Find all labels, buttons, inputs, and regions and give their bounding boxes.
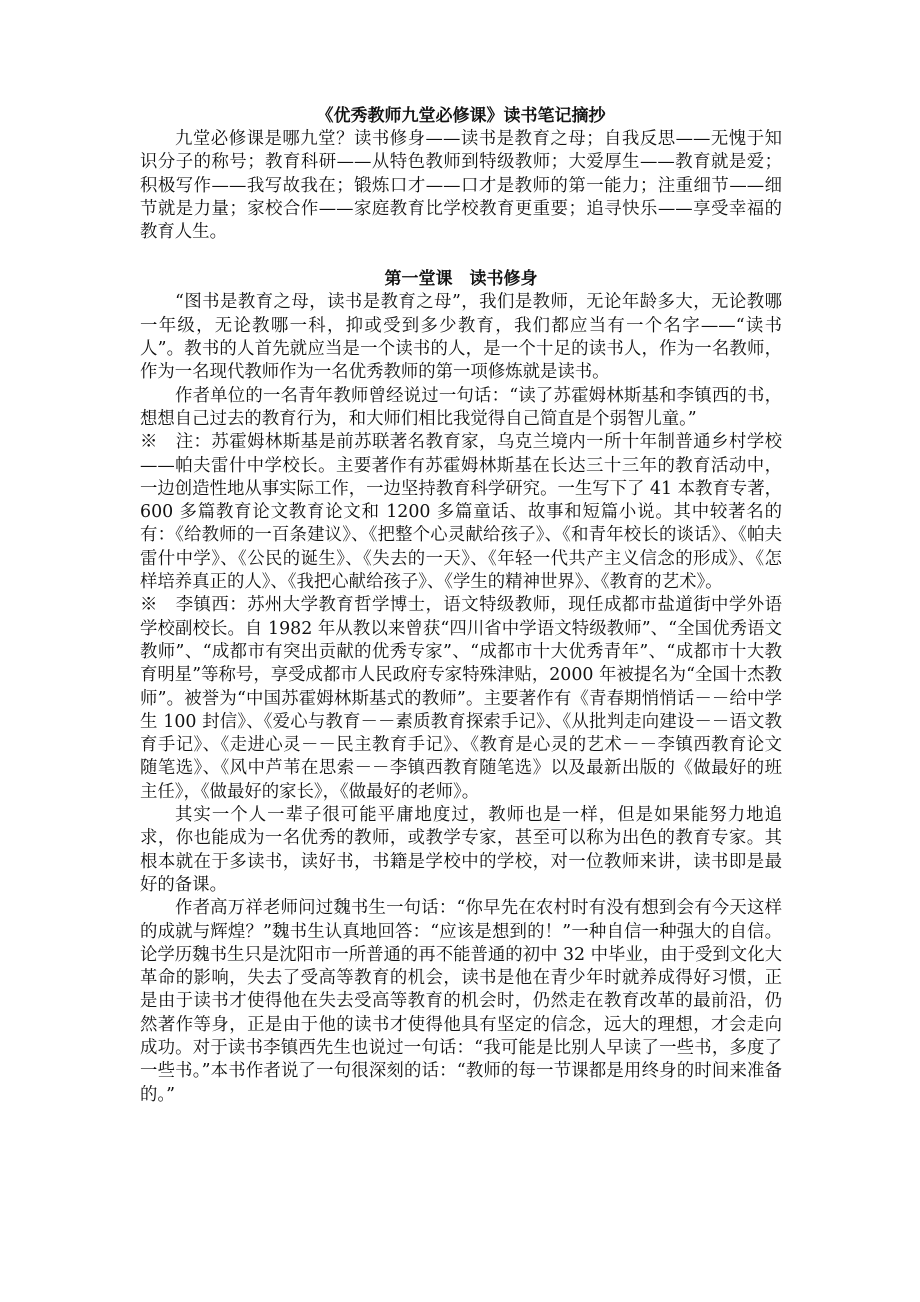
body-paragraph: 作者高万祥老师问过魏书生一句话：“你早先在农村时有没有想到会有今天这样的成就与辉煌？”魏书生认真地回答：“应该是想到的！”一种自信一种强大的自信。论学历魏书生只是沈阳市一所普通的再不能普通的初中 32 中毕业，由于受到文化大革命的影响，失去了受高等教育的机会，读书是他在青少年时就养成得好习惯，正是由于读书才使得他在失去受高等教育的机会时，仍然走在教育改革的最前沿，仍然著作等身，正是由于他的读书才使得他具有坚定的信念，远大的理想，才会走向成功。对于读书李镇西先生也说过一句话：“我可能是比别人早读了一些书，多度了一些书。”本书作者说了一句很深刻的话：“教师的每一节课都是用终身的时间来准备的。”	[140, 898, 782, 1105]
intro-paragraph: 九堂必修课是哪九堂？读书修身——读书是教育之母；自我反思——无愧于知识分子的称号；教育科研——从特色教师到特级教师；大爱厚生——教育就是爱；积极写作——我写故我在；锻炼口才——口才是教师的第一能力；注重细节——细节就是力量；家校合作——家庭教育比学校教育更重要；追寻快乐——享受幸福的教育人生。	[140, 129, 782, 243]
note-sukhomlinsky: ※ 注：苏霍姆林斯基是前苏联著名教育家，乌克兰境内一所十年制普通乡村学校——帕夫雷什中学校长。主要著作有苏霍姆林斯基在长达三十三年的教育活动中，一边创造性地从事实际工作，一边坚持教育科学研究。一生写下了 41 本教育专著，600 多篇教育论文教育论文和 1200 多篇童话、故事和短篇小说。其中较著名的有：《给教师的一百条建议》、《把整个心灵献给孩子》、《和青年校长的谈话》、《帕夫雷什中学》、《公民的诞生》、《失去的一天》、《年轻一代共产主义信念的形成》、《怎样培养真正的人》、《我把心献给孩子》、《学生的精神世界》、《教育的艺术》。	[140, 432, 782, 593]
body-paragraph: 作者单位的一名青年教师曾经说过一句话：“读了苏霍姆林斯基和李镇西的书，想想自己过去的教育行为，和大师们相比我觉得自己简直是个弱智儿童。”	[140, 385, 782, 429]
document-title: 《优秀教师九堂必修课》读书笔记摘抄	[316, 106, 606, 126]
blank-line	[140, 244, 782, 267]
body-paragraph: “图书是教育之母，读书是教育之母”，我们是教师，无论年龄多大，无论教哪一年级，无论教哪一科，抑或受到多少教育，我们都应当有一个名字——“读书人”。教书的人首先就应当是一个读书的人，是一个十足的读书人，作为一名教师，作为一名现代教师作为一名优秀教师的第一项修炼就是读书。	[140, 292, 782, 383]
section-heading: 第一堂课 读书修身	[384, 269, 538, 290]
document-page	[140, 104, 782, 1107]
body-paragraph: 其实一个人一辈子很可能平庸地度过，教师也是一样，但是如果能努力地追求，你也能成为一名优秀的教师，或教学专家，甚至可以称为出色的教育专家。其根本就在于多读书，读好书，书籍是学校中的学校，对一位教师来讲，读书即是最好的备课。	[140, 805, 782, 895]
note-li-zhenxi: ※ 李镇西：苏州大学教育哲学博士，语文特级教师，现任成都市盐道街中学外语学校副校长。自 1982 年从教以来曾获“四川省中学语文特级教师”、“全国优秀语文教师”、“成都市有突出贡献的优秀专家”、“成都市十大优秀青年”、“成都市十大教育明星”等称号，享受成都市人民政府专家特殊津贴，2000 年被提名为“全国十杰教师”。被誉为“中国苏霍姆林斯基式的教师”。主要著作有《青春期悄悄话－－给中学生 100 封信》、《爱心与教育－－素质教育探索手记》、《从批判走向建设－－语文教育手记》、《走进心灵－－民主教育手记》、《教育是心灵的艺术－－李镇西教育论文随笔选》、《风中芦苇在思索－－李镇西教育随笔选》以及最新出版的《做最好的班主任》，《做最好的家长》，《做最好的老师》。	[140, 595, 782, 802]
